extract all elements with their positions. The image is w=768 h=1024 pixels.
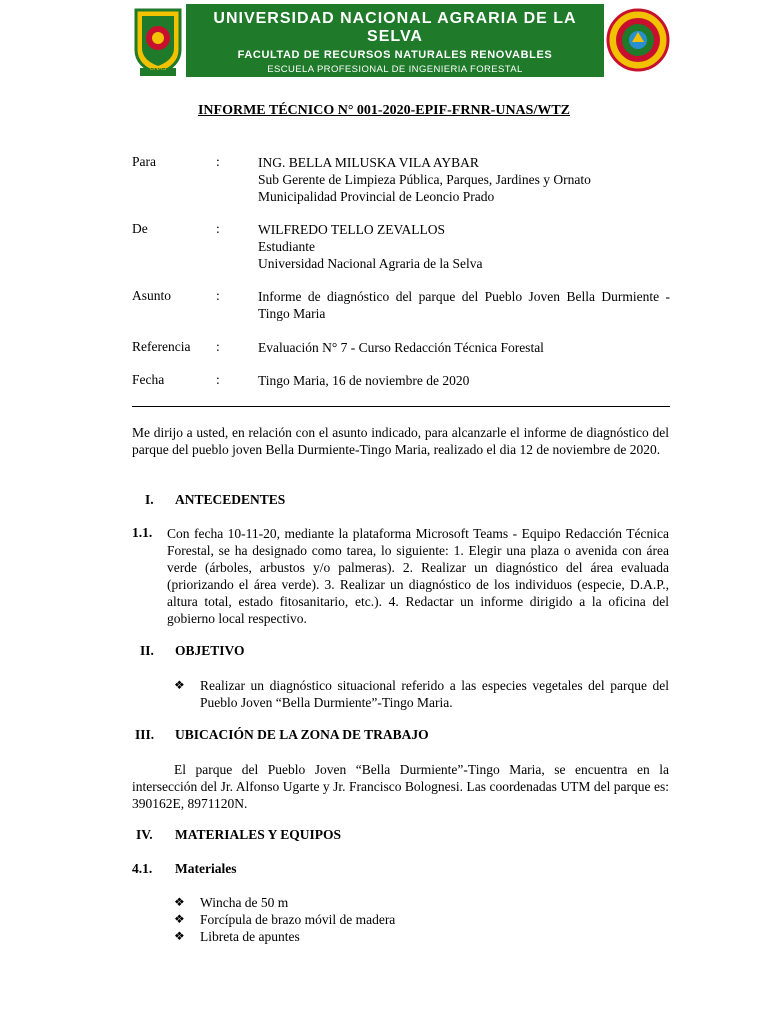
list-item xyxy=(174,911,395,928)
intro-paragraph: Me dirijo a usted, en relación con el asunto indicado, para alcanzarle el informe de diagnóstico del parque del pueblo joven Bella Durmiente-Tingo Maria, realizado el dia 12 de noviembre de 2020. xyxy=(132,425,669,457)
de-value xyxy=(258,221,670,272)
list-item xyxy=(174,894,395,911)
referencia-value: Evaluación N° 7 - Curso Redacción Técnica Forestal xyxy=(258,340,544,355)
section-title: UBICACIÓN DE LA ZONA DE TRABAJO xyxy=(175,727,429,742)
list-item xyxy=(174,928,395,945)
colon: : xyxy=(216,372,220,387)
subsection-title: Materiales xyxy=(175,861,237,876)
de-line: Universidad Nacional Agraria de la Selva xyxy=(258,256,483,271)
section-number: III. xyxy=(135,727,155,742)
address: Carretera Central Km. 1.21 Tingo Maria-Perú xyxy=(305,77,485,87)
material-item: Wincha de 50 m xyxy=(200,895,289,910)
section-title: ANTECEDENTES xyxy=(175,492,286,507)
university-name: UNIVERSIDAD NACIONAL AGRARIA DE LA SELVA xyxy=(213,10,577,45)
material-item: Libreta de apuntes xyxy=(200,929,300,944)
section-number: I. xyxy=(145,492,154,507)
bullet-icon: ❖ xyxy=(174,929,185,943)
colon: : xyxy=(216,154,220,169)
logo-caption: UNAS xyxy=(149,66,167,72)
section-title: OBJETIVO xyxy=(175,643,245,658)
colon: : xyxy=(216,288,220,303)
fecha-value: Tingo Maria, 16 de noviembre de 2020 xyxy=(258,373,470,388)
bullet-icon: ❖ xyxy=(174,895,185,909)
de-label: De xyxy=(132,221,148,236)
list-item xyxy=(174,677,669,711)
subsection-number: 1.1. xyxy=(132,525,153,540)
ubicacion-paragraph: El parque del Pueblo Joven “Bella Durmiente”-Tingo Maria, se encuentra en la intersección del Jr. Alfonso Ugarte y Jr. Francisco Bolognesi. Las coordenadas UTM del parque es: 390162E, 8971120N. xyxy=(132,762,669,811)
subsection-number: 4.1. xyxy=(132,861,153,876)
de-line: WILFREDO TELLO ZEVALLOS xyxy=(258,222,445,237)
para-label: Para xyxy=(132,154,156,169)
school-name: ESCUELA PROFESIONAL DE INGENIERIA FORESTAL xyxy=(267,64,523,75)
colon: : xyxy=(216,339,220,354)
asunto-value: Informe de diagnóstico del parque del Pueblo Joven Bella Durmiente - Tingo Maria xyxy=(258,289,670,321)
section-title: MATERIALES Y EQUIPOS xyxy=(175,827,342,842)
antecedentes-paragraph: Con fecha 10-11-20, mediante la plataforma Microsoft Teams - Equipo Redacción Técnica Forestal, se ha designado como tarea, lo siguiente: 1. Elegir una plaza o avenida con área verde (árboles, arbustos y/o palmeras). 2. Realizar un diagnóstico del área evaluada (priorizando el área verde). 3. Realizar un diagnóstico de los individuos (especie, D.A.P., altura total, estado fitosanitario, etc.). 4. Redactar un informe dirigido a la oficina del gobierno local respectivo. xyxy=(167,526,669,626)
fecha-label: Fecha xyxy=(132,372,165,387)
de-line: Estudiante xyxy=(258,239,315,254)
para-line: ING. BELLA MILUSKA VILA AYBAR xyxy=(258,155,479,170)
report-title: INFORME TÉCNICO N° 001-2020-EPIF-FRNR-UNAS/WTZ xyxy=(197,103,571,118)
bullet-icon: ❖ xyxy=(174,678,185,692)
para-line: Municipalidad Provincial de Leoncio Prado xyxy=(258,189,495,204)
para-value xyxy=(258,154,670,205)
objetivo-text: Realizar un diagnóstico situacional referido a las especies vegetales del parque del Pueblo Joven “Bella Durmiente”-Tingo Maria. xyxy=(200,678,669,710)
section-number: II. xyxy=(140,643,154,658)
para-line: Sub Gerente de Limpieza Pública, Parques, Jardines y Ornato xyxy=(258,172,591,187)
faculty-seal xyxy=(606,8,670,72)
section-number: IV. xyxy=(136,827,153,842)
objetivo-list xyxy=(174,677,669,711)
asunto-label: Asunto xyxy=(132,288,172,303)
material-item: Forcípula de brazo móvil de madera xyxy=(200,912,396,927)
divider xyxy=(132,406,670,407)
header-band xyxy=(186,4,604,87)
referencia-label: Referencia xyxy=(132,339,191,354)
materials-list xyxy=(174,894,395,945)
bullet-icon: ❖ xyxy=(174,912,185,926)
colon: : xyxy=(216,221,220,236)
faculty-name: FACULTAD DE RECURSOS NATURALES RENOVABLES xyxy=(237,49,553,61)
